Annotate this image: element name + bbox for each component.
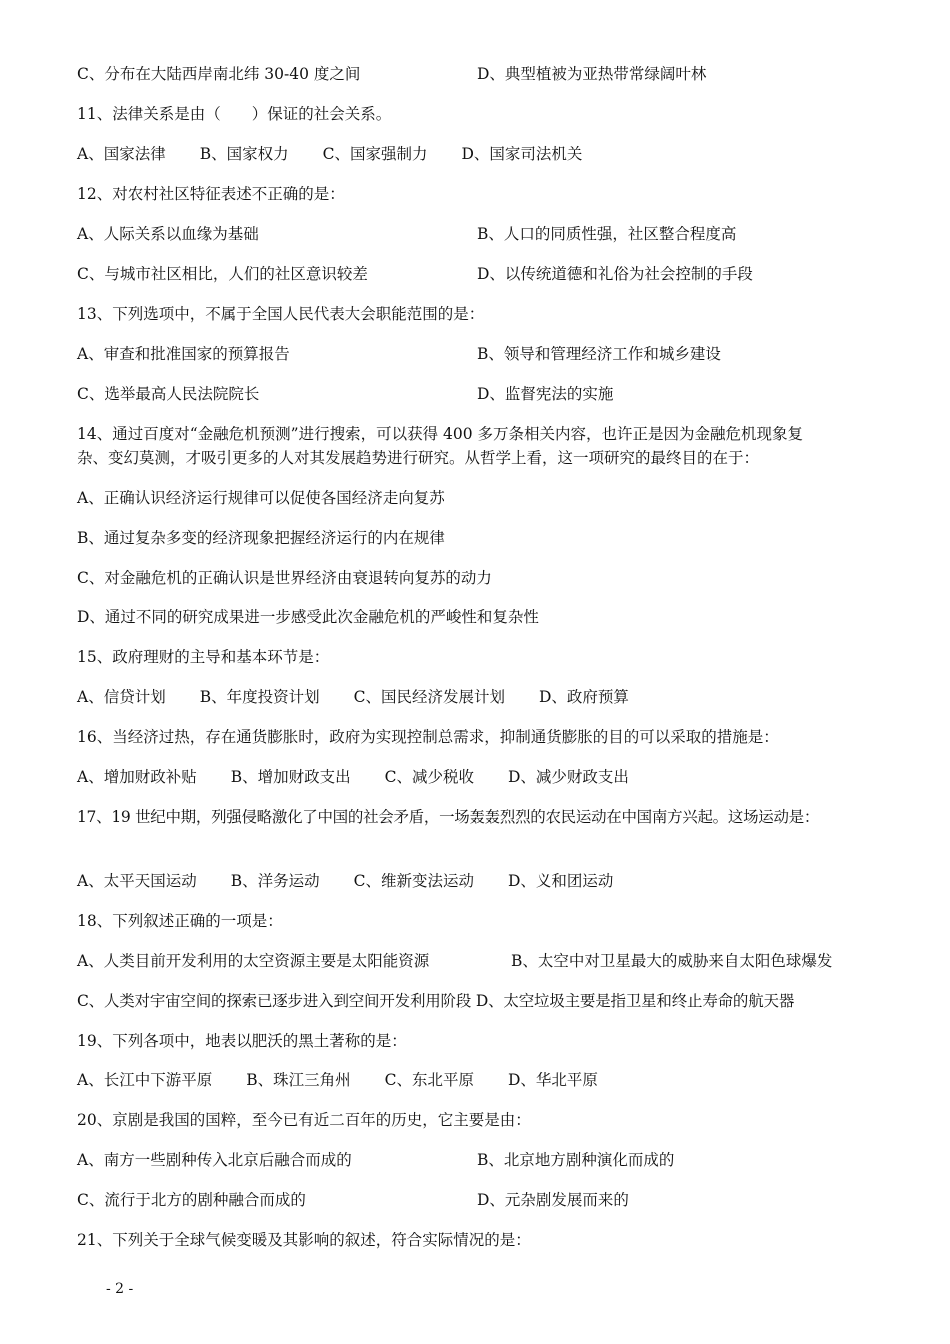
q12-options-ab [77,222,910,246]
q15-options [77,685,910,709]
option-b: B、洋务运动 [230,872,320,890]
option-d: D、政府预算 [538,688,629,706]
option-b: B、领导和管理经济工作和城乡建设 [477,345,721,363]
option-b: B、珠江三角州 [246,1071,351,1089]
q12-options-cd [77,262,910,286]
option-c: C、选举最高人民法院院长 [77,385,260,403]
q18-options-ab [77,949,910,973]
option-a: A、人际关系以血缘为基础 [77,225,259,243]
q10-options-cd [77,62,910,86]
option-c: C、分布在大陆西岸南北纬 30-40 度之间 [77,65,361,83]
q17-options [77,869,910,893]
q18-options-cd: C、人类对宇宙空间的探索已逐步进入到空间开发利用阶段 D、太空垃圾主要是指卫星和终止寿命的航天器 [77,992,795,1010]
q12-stem: 12、对农村社区特征表述不正确的是： [77,185,345,203]
option-a: A、长江中下游平原 [77,1071,213,1089]
q19-options [77,1068,910,1092]
option-a: A、信贷计划 [77,688,166,706]
q15-stem: 15、政府理财的主导和基本环节是： [77,648,330,666]
q14-stem-line1: 14、通过百度对“金融危机预测”进行搜索，可以获得 400 多万条相关内容，也许正是因为金融危机现象复 [77,425,804,443]
q14-option-a: A、正确认识经济运行规律可以促使各国经济走向复苏 [77,489,445,507]
option-b: B、年度投资计划 [199,688,320,706]
option-a: A、人类目前开发利用的太空资源主要是太阳能资源 [77,952,430,970]
option-d: D、监督宪法的实施 [477,385,614,403]
option-a: A、增加财政补贴 [77,768,197,786]
q20-stem: 20、京剧是我国的国粹，至今已有近二百年的历史，它主要是由： [77,1111,531,1129]
q17-stem: 17、19 世纪中期，列强侵略激化了中国的社会矛盾，一场轰轰烈烈的农民运动在中国南方兴起。这场运动是： [77,808,820,826]
q11-stem: 11、法律关系是由（ ）保证的社会关系。 [77,105,392,123]
option-c: C、与城市社区相比，人们的社区意识较差 [77,265,368,283]
option-b: B、国家权力 [199,145,289,163]
option-a: A、国家法律 [77,145,166,163]
option-c: C、国家强制力 [322,145,428,163]
option-c: C、东北平原 [384,1071,474,1089]
q14-stem-line2: 杂、变幻莫测，才吸引更多的人对其发展趋势进行研究。从哲学上看，这一项研究的最终目的在于： [77,449,760,467]
option-c: C、减少税收 [384,768,474,786]
q13-options-cd [77,382,910,406]
option-b: B、北京地方剧种演化而成的 [477,1151,675,1169]
option-c: C、流行于北方的剧种融合而成的 [77,1191,306,1209]
q13-stem: 13、下列选项中，不属于全国人民代表大会职能范围的是： [77,305,485,323]
option-b: B、增加财政支出 [230,768,351,786]
page-number: - 2 - [106,1281,134,1297]
q13-options-ab [77,342,910,366]
q16-options [77,765,910,789]
q14-option-c: C、对金融危机的正确认识是世界经济由衰退转向复苏的动力 [77,569,492,587]
q18-stem: 18、下列叙述正确的一项是： [77,912,283,930]
option-b: B、太空中对卫星最大的威胁来自太阳色球爆发 [511,952,833,970]
option-d: D、典型植被为亚热带常绿阔叶林 [477,65,707,83]
q19-stem: 19、下列各项中，地表以肥沃的黑土著称的是： [77,1032,407,1050]
option-a: A、南方一些剧种传入北京后融合而成的 [77,1151,352,1169]
q14-option-b: B、通过复杂多变的经济现象把握经济运行的内在规律 [77,529,445,547]
q20-options-cd [77,1188,910,1212]
option-a: A、审查和批准国家的预算报告 [77,345,290,363]
q20-options-ab [77,1148,910,1172]
q14-option-d: D、通过不同的研究成果进一步感受此次金融危机的严峻性和复杂性 [77,608,539,626]
option-d: D、国家司法机关 [461,145,583,163]
option-d: D、以传统道德和礼俗为社会控制的手段 [477,265,753,283]
option-d: D、减少财政支出 [507,768,629,786]
option-d: D、元杂剧发展而来的 [477,1191,629,1209]
q21-stem: 21、下列关于全球气候变暖及其影响的叙述，符合实际情况的是： [77,1231,531,1249]
q11-options [77,142,910,166]
option-c: C、维新变法运动 [353,872,474,890]
option-b: B、人口的同质性强，社区整合程度高 [477,225,737,243]
option-a: A、太平天国运动 [77,872,197,890]
option-c: C、国民经济发展计划 [353,688,505,706]
q16-stem: 16、当经济过热，存在通货膨胀时，政府为实现控制总需求，抑制通货膨胀的目的可以采取的措施是： [77,728,779,746]
option-d: D、华北平原 [507,1071,598,1089]
option-d: D、义和团运动 [507,872,614,890]
